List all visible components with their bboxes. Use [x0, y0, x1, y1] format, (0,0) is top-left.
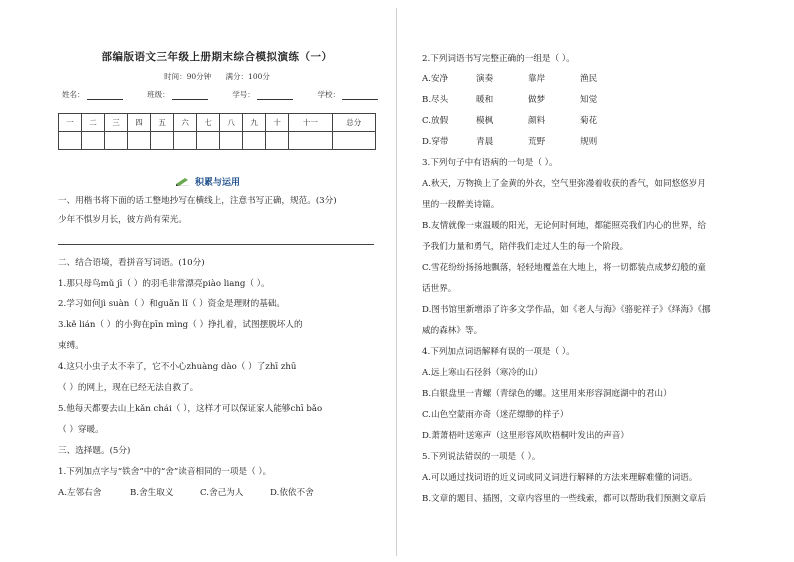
r-q2-option-row[interactable] — [422, 136, 632, 148]
score-header-cell: 七 — [197, 114, 220, 132]
q2-item-3: 3.kě lián（ ）的小狗在pīn mìng（ ）挣扎着，试图摆脱坏人的 — [58, 320, 303, 330]
q2-item-5: 5.他每天都要去山上kǎn chái（ ），这样才可以保证家人能够chī bǎo — [58, 404, 323, 414]
r-q3-option-d-cont: 威的森林》等。 — [422, 326, 483, 336]
r-q5: 5.下列说法错误的一项是（ ）。 — [422, 452, 541, 462]
name-field[interactable]: 姓名： — [62, 89, 123, 100]
r-q3-option-a[interactable]: A.秋天，万物换上了金黄的外衣，空气里弥漫着收获的香气，如同悠悠岁月 — [422, 179, 706, 189]
q2-item-4: 4.这只小虫子太不幸了，它不小心zhuàng dào（ ）了zhī zhū — [58, 362, 297, 372]
score-header-cell: 二 — [82, 114, 105, 132]
score-cell[interactable] — [128, 132, 151, 150]
score-header-cell: 十一 — [289, 114, 332, 132]
score-cell[interactable] — [105, 132, 128, 150]
q2-item-4-cont: （ ）的网上，现在已经无法自救了。 — [58, 383, 199, 393]
option-a[interactable]: A.左邻右舍 — [58, 488, 102, 498]
score-header-cell: 一 — [59, 114, 82, 132]
r-q4-option-b[interactable]: B.白银盘里一青螺（青绿色的螺。这里用来形容洞庭湖中的君山） — [422, 389, 672, 399]
score-header-cell: 总分 — [332, 114, 376, 132]
word: 做梦 — [528, 95, 546, 105]
score-cell[interactable] — [197, 132, 220, 150]
r-q5-option-b[interactable]: B.文章的题目、插图，文章内容里的一些线索，都可以帮助我们预测文章后 — [422, 494, 707, 504]
section-heading-text: 积累与运用 — [195, 178, 241, 188]
r-q4-option-d[interactable]: D.萧萧梧叶送寒声（这里形容风吹梧桐叶发出的声音） — [422, 431, 629, 441]
number-field[interactable]: 学号： — [232, 89, 293, 100]
score-table — [58, 113, 376, 150]
word: 知觉 — [580, 95, 598, 105]
score-header-cell: 六 — [174, 114, 197, 132]
r-q2-option-row[interactable] — [422, 115, 632, 127]
exam-title: 部编版语文三年级上册期末综合模拟演练（一） — [101, 51, 333, 63]
q1-sentence: 少年不惧岁月长，彼方尚有荣光。 — [58, 215, 187, 225]
column-divider — [396, 8, 397, 556]
r-q4-option-c[interactable]: C.山色空蒙雨亦奇（迷茫缥缈的样子） — [422, 410, 569, 420]
school-field[interactable]: 学校： — [317, 89, 378, 100]
score-header-cell: 五 — [151, 114, 174, 132]
q2-item-2: 2.学习如何jì suàn（ ）和guǎn lǐ（ ）资金是理财的基础。 — [58, 299, 286, 309]
word: 颜料 — [528, 116, 546, 126]
word: 演奏 — [476, 74, 494, 84]
pencil-icon — [176, 178, 189, 186]
q1-answer-line[interactable] — [58, 244, 374, 245]
score-cell[interactable] — [266, 132, 289, 150]
word: 规则 — [580, 137, 598, 147]
score-cell[interactable] — [82, 132, 105, 150]
score-cell[interactable] — [174, 132, 197, 150]
word: D.穿带 — [422, 137, 449, 147]
score-header-cell: 九 — [243, 114, 266, 132]
option-d[interactable]: D.依依不舍 — [270, 488, 314, 498]
score-cell[interactable] — [289, 132, 332, 150]
score-cell[interactable] — [151, 132, 174, 150]
score-header-cell: 十 — [266, 114, 289, 132]
q1-instruction: 一、用楷书将下面的话工整地抄写在横线上，注意书写正确，规范。(3分) — [58, 196, 337, 206]
word: 渔民 — [580, 74, 598, 84]
r-q3-option-b-cont: 予我们力量和勇气，陪伴我们走过人生的每一个阶段。 — [422, 242, 629, 252]
word: 模枫 — [476, 116, 494, 126]
q2-item-1: 1.那只母鸟mǔ jī（ ）的羽毛非常漂亮piào liang（ ）。 — [58, 279, 270, 289]
word: 靠岸 — [528, 74, 546, 84]
word: A.安净 — [422, 74, 449, 84]
word: C.放假 — [422, 116, 449, 126]
score-header-cell: 三 — [105, 114, 128, 132]
r-q3: 3.下列句子中有语病的一句是（ ）。 — [422, 158, 558, 168]
class-field[interactable]: 班级： — [147, 89, 208, 100]
r-q3-option-b[interactable]: B.友情就像一束温暖的阳光，无论何时何地，都能照亮我们内心的世界，给 — [422, 221, 707, 231]
r-q4: 4.下列加点词语解释有误的一项是（ ）。 — [422, 347, 575, 357]
r-q3-option-c-cont: 话世界。 — [422, 284, 457, 294]
q3-item-1-options — [58, 487, 340, 499]
r-q3-option-d[interactable]: D.图书馆里新增添了许多文学作品，如《老人与海》《骆驼祥子》《绎海》《挪 — [422, 305, 711, 315]
word: 菊花 — [580, 116, 598, 126]
r-q4-option-a[interactable]: A.远上寒山石径斜（寒冷的山） — [422, 368, 543, 378]
student-info — [62, 89, 378, 100]
word: B.尽头 — [422, 95, 449, 105]
score-cell[interactable] — [332, 132, 376, 150]
score-label: 满分：100分 — [225, 72, 270, 81]
q2-heading: 二、结合语境，看拼音写词语。(10分) — [58, 258, 205, 268]
exam-meta — [58, 71, 376, 82]
score-cell[interactable] — [59, 132, 82, 150]
r-q2: 2.下列词语书写完整正确的一组是（ ）。 — [422, 54, 575, 64]
section-heading — [176, 175, 240, 188]
word: 青晨 — [476, 137, 494, 147]
option-c[interactable]: C.舍己为人 — [200, 488, 244, 498]
score-cell[interactable] — [220, 132, 243, 150]
r-q3-option-a-cont: 里的一段醉美诗篇。 — [422, 200, 500, 210]
score-cell[interactable] — [243, 132, 266, 150]
q2-item-5-cont: （ ）穿暖。 — [58, 425, 104, 435]
score-header-cell: 八 — [220, 114, 243, 132]
option-b[interactable]: B.舍生取义 — [130, 488, 174, 498]
q2-item-3-cont: 束缚。 — [58, 341, 84, 351]
r-q5-option-a[interactable]: A.可以通过找词语的近义词或同义词进行解释的方法来理解难懂的词语。 — [422, 473, 698, 483]
r-q2-option-row[interactable] — [422, 94, 632, 106]
word: 暖和 — [476, 95, 494, 105]
score-header-cell: 四 — [128, 114, 151, 132]
q3-heading: 三、选择题。(5分) — [58, 446, 131, 456]
word: 荒野 — [528, 137, 546, 147]
r-q3-option-c[interactable]: C.雪花纷纷扬扬地飘落，轻轻地覆盖在大地上，将一切都装点成梦幻般的童 — [422, 263, 707, 273]
time-label: 时间：90分钟 — [164, 72, 212, 81]
score-table-input-row — [59, 132, 376, 150]
q3-item-1: 1.下列加点字与“铁舍”中的“舍”读音相同的一项是（ ）。 — [58, 467, 272, 477]
score-table-header-row — [59, 114, 376, 132]
r-q2-option-row[interactable] — [422, 73, 632, 85]
